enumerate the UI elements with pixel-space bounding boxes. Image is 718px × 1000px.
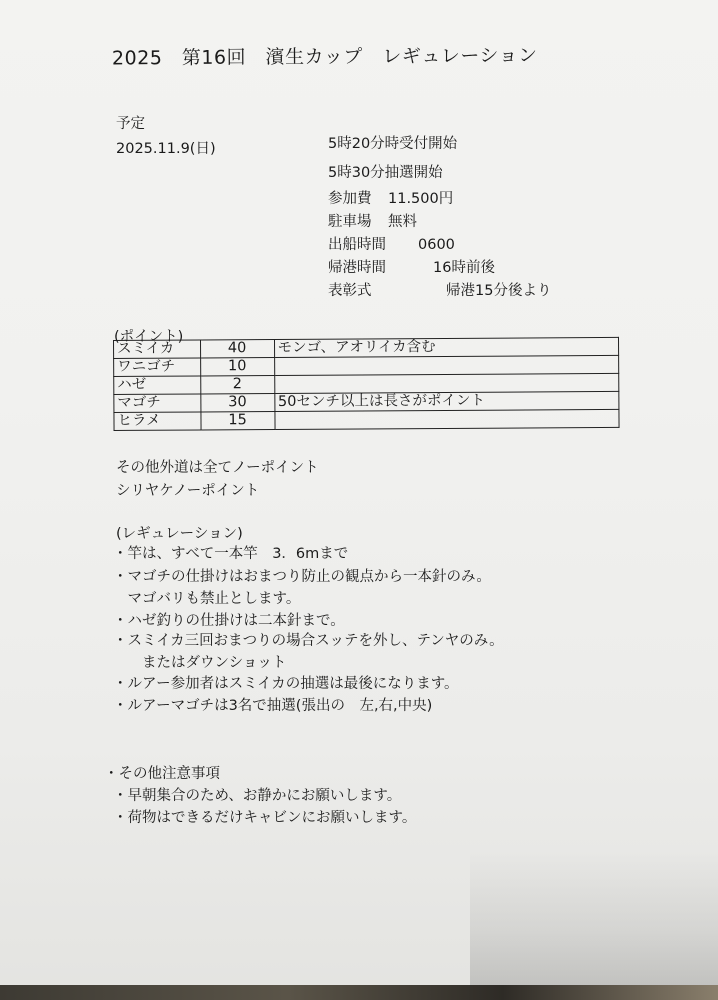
schedule-item (328, 283, 552, 299)
document-title: 2025 第16回 濱生カップ レギュレーション (111, 44, 538, 70)
schedule-value: 無料 (388, 214, 417, 230)
background-surface (0, 985, 718, 1000)
points-note: シリヤケノーポイント (116, 483, 260, 499)
schedule-value: 0600 (418, 237, 455, 253)
fish-points: 15 (201, 412, 275, 430)
schedule-item (328, 214, 417, 230)
schedule-item (328, 260, 495, 276)
schedule-item (328, 166, 443, 181)
regulation-line: ・ハゼ釣りの仕掛けは二本針まで。 (113, 613, 345, 629)
schedule-item (328, 237, 455, 253)
fish-points: 2 (200, 376, 274, 394)
fish-note (275, 409, 620, 429)
regulation-line: マゴバリも禁止とします。 (113, 591, 301, 607)
schedule-label: 参加費 (328, 191, 372, 207)
regulation-line: またはダウンショット (113, 655, 287, 671)
points-note: その他外道は全てノーポイント (116, 460, 319, 476)
schedule-label: 出船時間 (328, 237, 386, 253)
fish-note (274, 373, 619, 393)
fish-points: 30 (200, 394, 274, 412)
schedule-label: 5時30分抽選開始 (328, 165, 443, 181)
schedule-value: 16時前後 (433, 260, 495, 276)
paper-shadow (470, 850, 718, 985)
regulation-line: ・ルアー参加者はスミイカの抽選は最後になります。 (113, 676, 459, 692)
fish-name: マゴチ (114, 394, 201, 413)
other-notes-heading: ・その他注意事項 (104, 766, 220, 782)
schedule-label: 帰港時間 (328, 260, 386, 276)
schedule-value: 帰港15分後より (446, 283, 552, 299)
event-date: 2025.11.9(日) (116, 141, 216, 157)
fish-name: ハゼ (114, 376, 201, 395)
schedule-label: 5時20分時受付開始 (328, 136, 458, 152)
other-note-line: ・早朝集合のため、お静かにお願いします。 (113, 788, 402, 804)
fish-note: モンゴ、アオリイカ含む (274, 337, 619, 357)
fish-note: 50センチ以上は長さがポイント (274, 391, 619, 411)
regulation-heading: (レギュレーション) (116, 526, 243, 542)
fish-note (274, 355, 619, 375)
table-row (114, 409, 619, 430)
fish-name: ワニゴチ (114, 358, 201, 377)
schedule-label: 表彰式 (328, 283, 372, 299)
regulation-line: ・竿は、すべて一本竿 3．6mまで (113, 546, 349, 562)
schedule-heading: 予定 (116, 116, 145, 132)
schedule-item (328, 191, 454, 207)
fish-name: ヒラメ (114, 412, 201, 431)
schedule-item (328, 137, 457, 152)
regulation-line: ・ルアーマゴチは3名で抽選(張出の 左,右,中央) (113, 698, 433, 714)
points-table (113, 337, 620, 431)
schedule-value: 11.500円 (388, 191, 454, 207)
regulation-line: ・スミイカ三回おまつりの場合スッテを外し、テンヤのみ。 (113, 633, 504, 649)
regulation-line: ・マゴチの仕掛けはおまつり防止の観点から一本針のみ。 (113, 569, 491, 585)
schedule-label: 駐車場 (328, 214, 372, 230)
other-note-line: ・荷物はできるだけキャビンにお願いします。 (113, 810, 417, 826)
fish-points: 10 (200, 358, 274, 376)
fish-name: スミイカ (114, 340, 201, 359)
points-heading: (ポイント) (114, 329, 184, 345)
fish-points: 40 (200, 340, 274, 358)
